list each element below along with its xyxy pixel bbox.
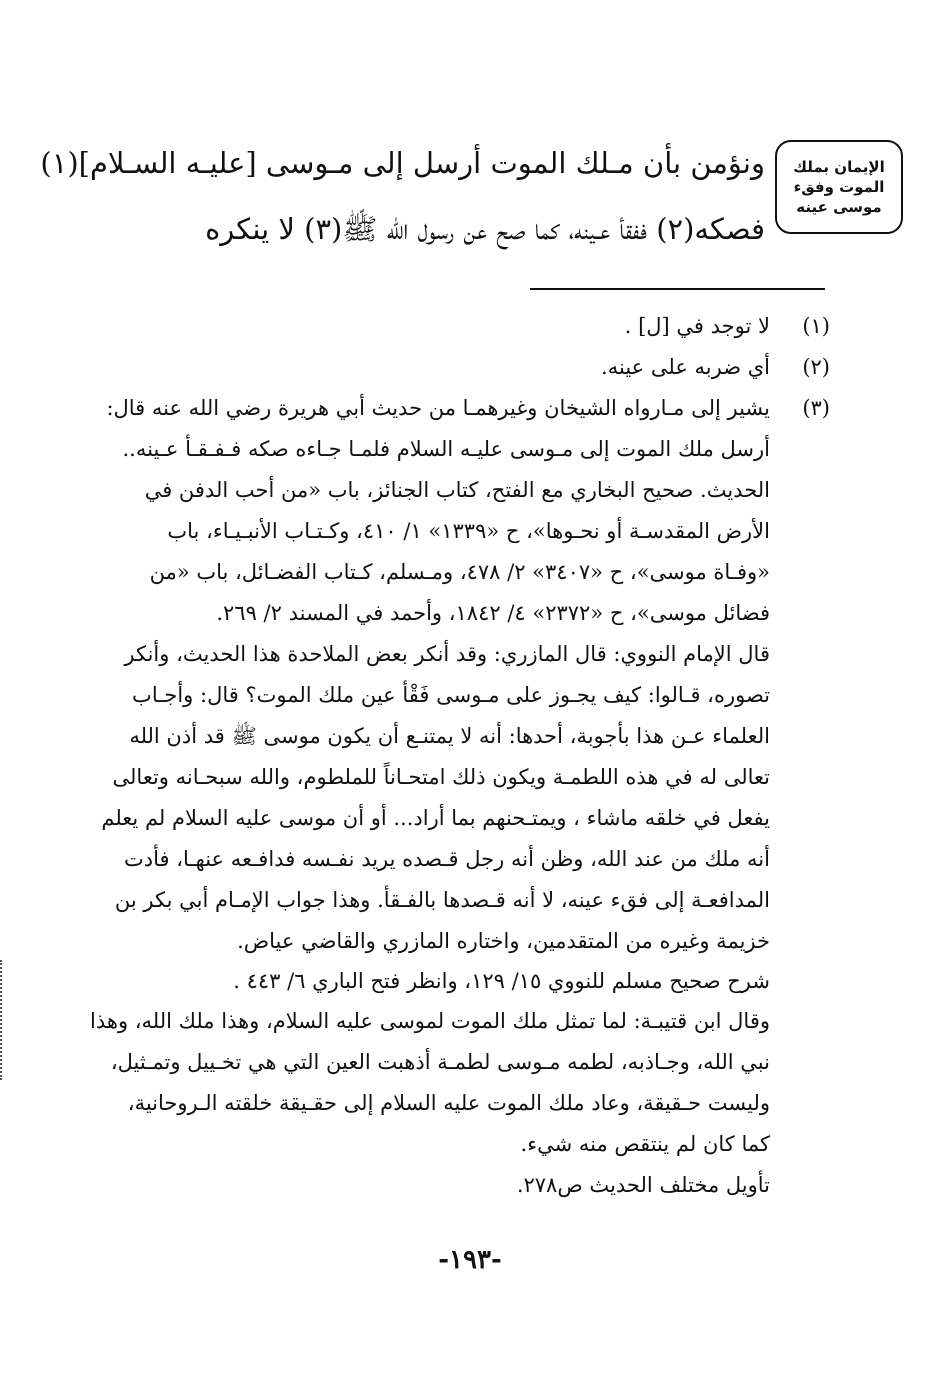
footnote-body [80,388,770,1206]
page-number: -١٩٣- [438,1245,502,1275]
footnote-number: (١) [802,314,830,338]
main-text-line: فصكه(٢) ففقأ عـينه، كما صح عن رسول الله ﷺ(٣) لا ينكره [205,212,765,246]
footnote-separator [530,288,825,290]
footnote-line: نبي الله، وجـاذبه، لطمه مـوسى لطمـة أذهبت العين التي هي تخـييل وتمـثيل، [110,1050,770,1074]
footnote-line: وقال ابن قتيبـة: لما تمثل ملك الموت لموسى عليه السلام، وهذا ملك الله، وهذا [90,1009,770,1033]
main-text-block [40,130,765,262]
footnote-line: قال الإمام النووي: قال المازري: وقد أنكر بعض الملاحدة هذا الحديث، وأنكر [124,642,770,666]
footnote-line: تأويل مختلف الحديث ص٢٧٨. [516,1173,770,1197]
footnote-line: كما كان لم ينتقص منه شيء. [520,1132,770,1156]
scan-edge-marks [0,960,10,1080]
footnote-line: وليست حـقيقة، وعاد ملك الموت عليه السلام إلى حقـيقة خلقته الـروحانية، [127,1091,770,1115]
footnote-line: «وفـاة موسى»، ح «٣٤٠٧» ٢/ ٤٧٨، ومـسلم، كـتاب الفضـائل، باب «من [149,560,770,584]
footnote-line: الحديث. صحيح البخاري مع الفتح، كتاب الجنائز، باب «من أحب الدفن في [144,478,770,502]
footnote-number: (٣) [802,396,830,420]
main-text-line: ونؤمن بأن مـلك الموت أرسل إلى مـوسى [عليـه السـلام](١) [40,146,765,180]
footnote-line: الأرض المقدسـة أو نحـوها»، ح «١٣٣٩» ١/ ٤١٠، وكـتـاب الأنبـيـاء، باب [167,519,770,543]
footnote-line: المدافعـة إلى فقء عينه، لا أنه قـصدها بالفـقأ. وهذا جواب الإمـام أبي بكر بن [114,888,770,912]
footnote-line: خزيمة وغيره من المتقدمين، واختاره المازري والقاضي عياض. [237,929,770,953]
footnote-line: أنه ملك من عند الله، وظن أنه رجل قـصده يريد نفـسه فدافـعه عنهـا، فأدت [123,847,770,871]
footnotes-section [80,306,830,1206]
margin-heading-line: موسى عينه [796,198,882,216]
footnote-body [80,347,770,388]
footnote-line: تصوره، قـالوا: كيف يجـوز على مـوسى فَقْأ عين ملك الموت؟ قال: وأجـاب [132,683,770,707]
margin-heading-line: الإيمان بملك [793,158,885,176]
footnote-body [80,306,770,347]
footnote-3 [80,388,830,1206]
footnote-2 [80,347,830,388]
footnote-line: تعالى له في هذه اللطمـة ويكون ذلك امتحـاناً للملطوم، والله سبحـانه وتعالى [112,765,770,789]
footnote-line: لا توجد في [ل] . [624,314,770,338]
footnote-line: فضائل موسى»، ح «٢٣٧٢» ٤/ ١٨٤٢، وأحمد في المسند ٢/ ٢٦٩. [216,601,770,625]
footnote-line: أرسل ملك الموت إلى مـوسى عليـه السلام فلمـا جـاءه صكه فـفـقـأ عـينه.. [122,437,770,461]
footnote-line: يشير إلى مـارواه الشيخان وغيرهمـا من حديث أبي هريرة رضي الله عنه قال: [106,396,770,420]
footnote-line: يفعل في خلقه ماشاء ، ويمتـحنهم بما أراد... أو أن موسى عليه السلام لم يعلم [101,806,770,830]
footnote-line: شرح صحيح مسلم للنووي ١٥/ ١٢٩، وانظر فتح الباري ٦/ ٤٤٣ . [233,969,770,993]
margin-heading-line: الموت وفقء [793,178,885,196]
footnote-number: (٢) [802,355,830,379]
footnote-line: أي ضربه على عينه. [601,355,770,379]
footnote-line: العلماء عـن هذا بأجوبة، أحدها: أنه لا يمتنـع أن يكون موسى ﷺ قد أذن الله [129,724,770,748]
footnote-1 [80,306,830,347]
margin-heading-box [775,140,903,234]
